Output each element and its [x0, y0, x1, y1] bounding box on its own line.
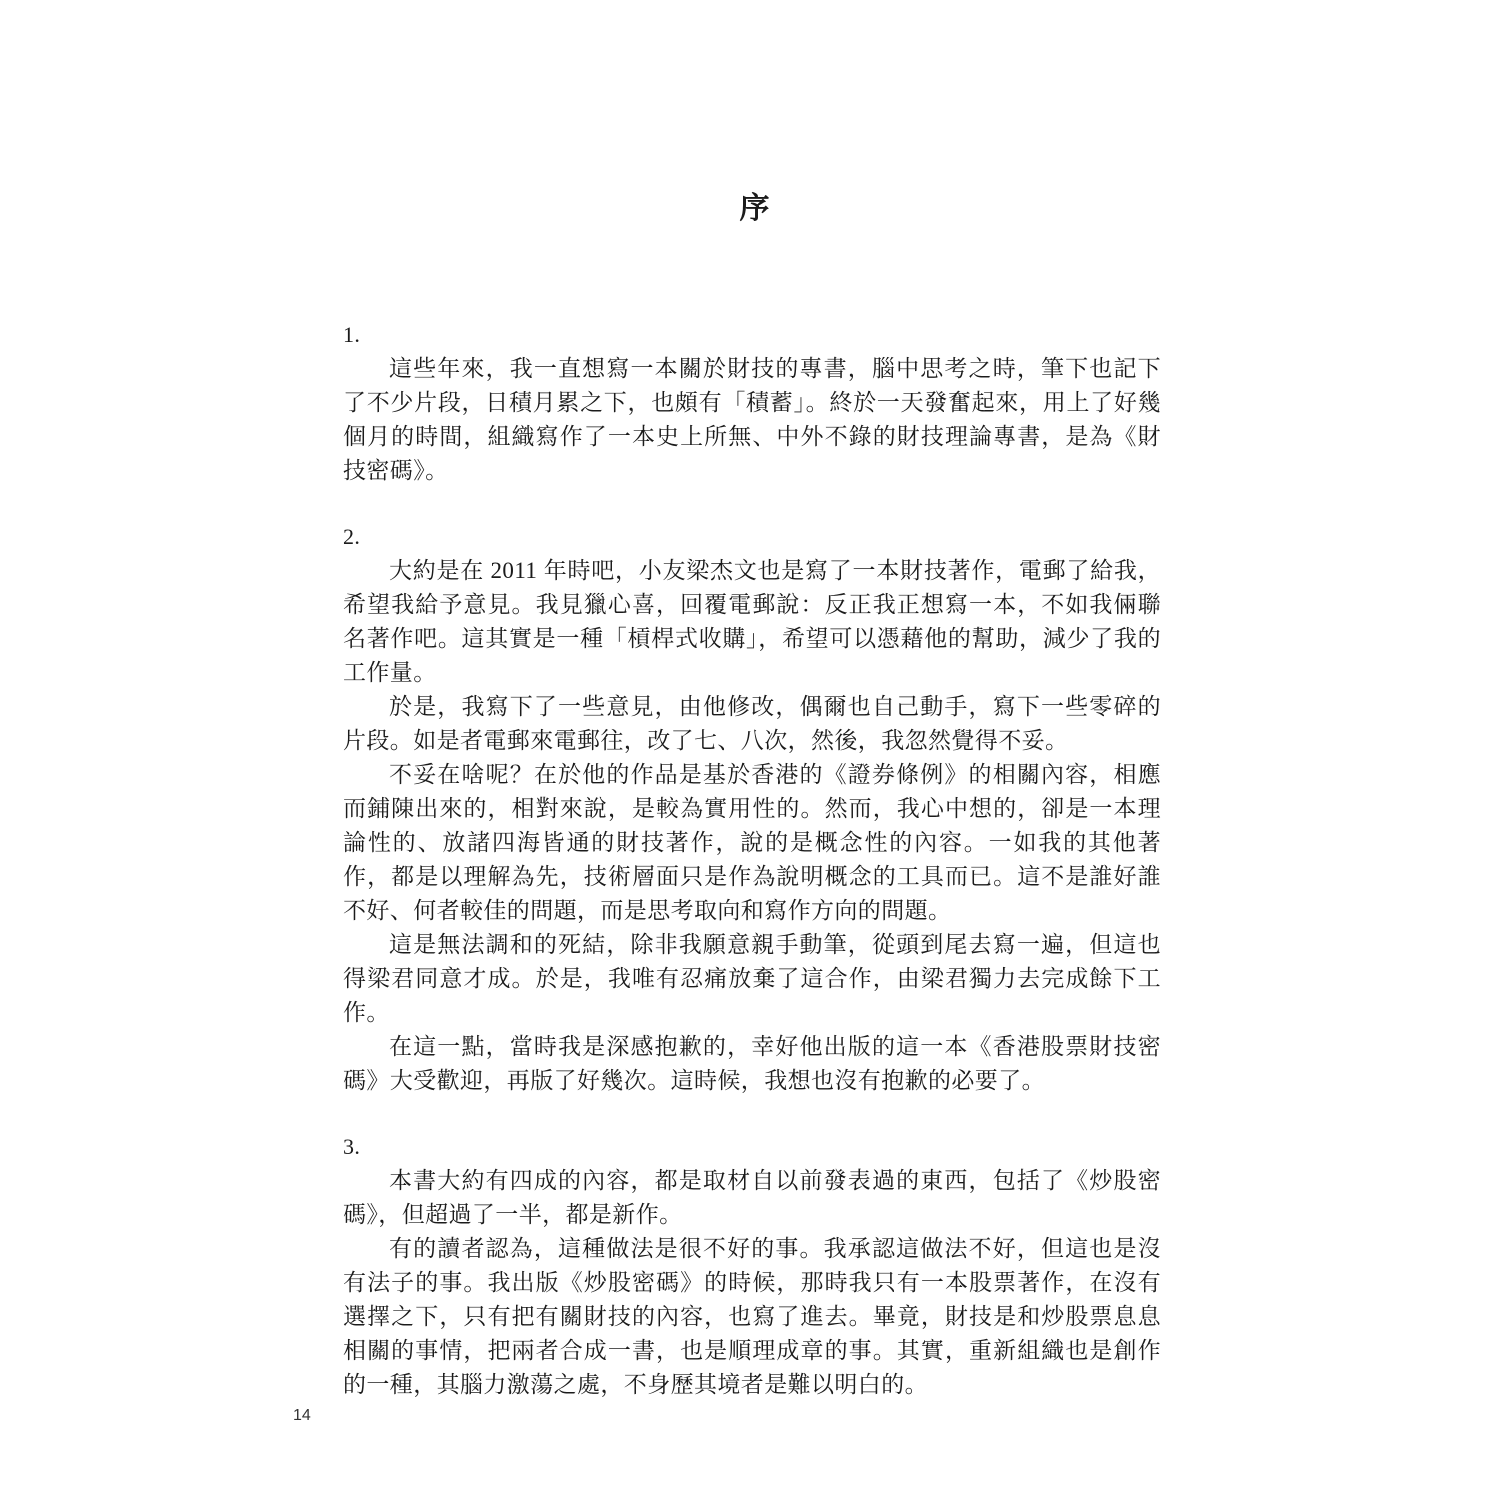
paragraph: 有的讀者認為，這種做法是很不好的事。我承認這做法不好，但這也是沒有法子的事。我出版《炒股密碼》的時候，那時我只有一本股票著作，在沒有選擇之下，只有把有關財技的內容，也寫了進去。畢竟，財技是和炒股票息息相關的事情，把兩者合成一書，也是順理成章的事。其實，重新組織也是創作的一種，其腦力激蕩之處，不身歷其境者是難以明白的。	[343, 1236, 1161, 1397]
page-number: 14	[293, 1407, 311, 1424]
paragraph: 大約是在 2011 年時吧，小友梁杰文也是寫了一本財技著作，電郵了給我，希望我給予意見。我見獵心喜，回覆電郵說：反正我正想寫一本，不如我倆聯名著作吧。這其實是一種「槓桿式收購」，希望可以憑藉他的幫助，減少了我的工作量。	[343, 558, 1161, 685]
section-3-number: 3.	[343, 1134, 361, 1159]
section-2-number: 2.	[343, 524, 361, 549]
paragraph: 這些年來，我一直想寫一本關於財技的專書，腦中思考之時，筆下也記下了不少片段，日積月累之下，也頗有「積蓄」。終於一天發奮起來，用上了好幾個月的時間，組織寫作了一本史上所無、中外不錄的財技理論專書，是為《財技密碼》。	[343, 356, 1161, 483]
section-3	[343, 1130, 1161, 1402]
page-title: 序	[739, 192, 771, 225]
paragraph: 本書大約有四成的內容，都是取材自以前發表過的東西，包括了《炒股密碼》，但超過了一半，都是新作。	[343, 1168, 1161, 1227]
section-1	[343, 318, 1161, 488]
section-1-number: 1.	[343, 322, 361, 347]
page-content	[343, 318, 1161, 1402]
section-2	[343, 520, 1161, 1098]
paragraph: 這是無法調和的死結，除非我願意親手動筆，從頭到尾去寫一遍，但這也得梁君同意才成。於是，我唯有忍痛放棄了這合作，由梁君獨力去完成餘下工作。	[343, 932, 1161, 1025]
paragraph: 在這一點，當時我是深感抱歉的，幸好他出版的這一本《香港股票財技密碼》大受歡迎，再版了好幾次。這時候，我想也沒有抱歉的必要了。	[343, 1034, 1161, 1093]
paragraph: 不妥在啥呢？在於他的作品是基於香港的《證券條例》的相關內容，相應而鋪陳出來的，相對來說，是較為實用性的。然而，我心中想的，卻是一本理論性的、放諸四海皆通的財技著作，說的是概念性的內容。一如我的其他著作，都是以理解為先，技術層面只是作為說明概念的工具而已。這不是誰好誰不好、何者較佳的問題，而是思考取向和寫作方向的問題。	[343, 762, 1161, 923]
paragraph: 於是，我寫下了一些意見，由他修改，偶爾也自己動手，寫下一些零碎的片段。如是者電郵來電郵往，改了七、八次，然後，我忽然覺得不妥。	[343, 694, 1161, 753]
